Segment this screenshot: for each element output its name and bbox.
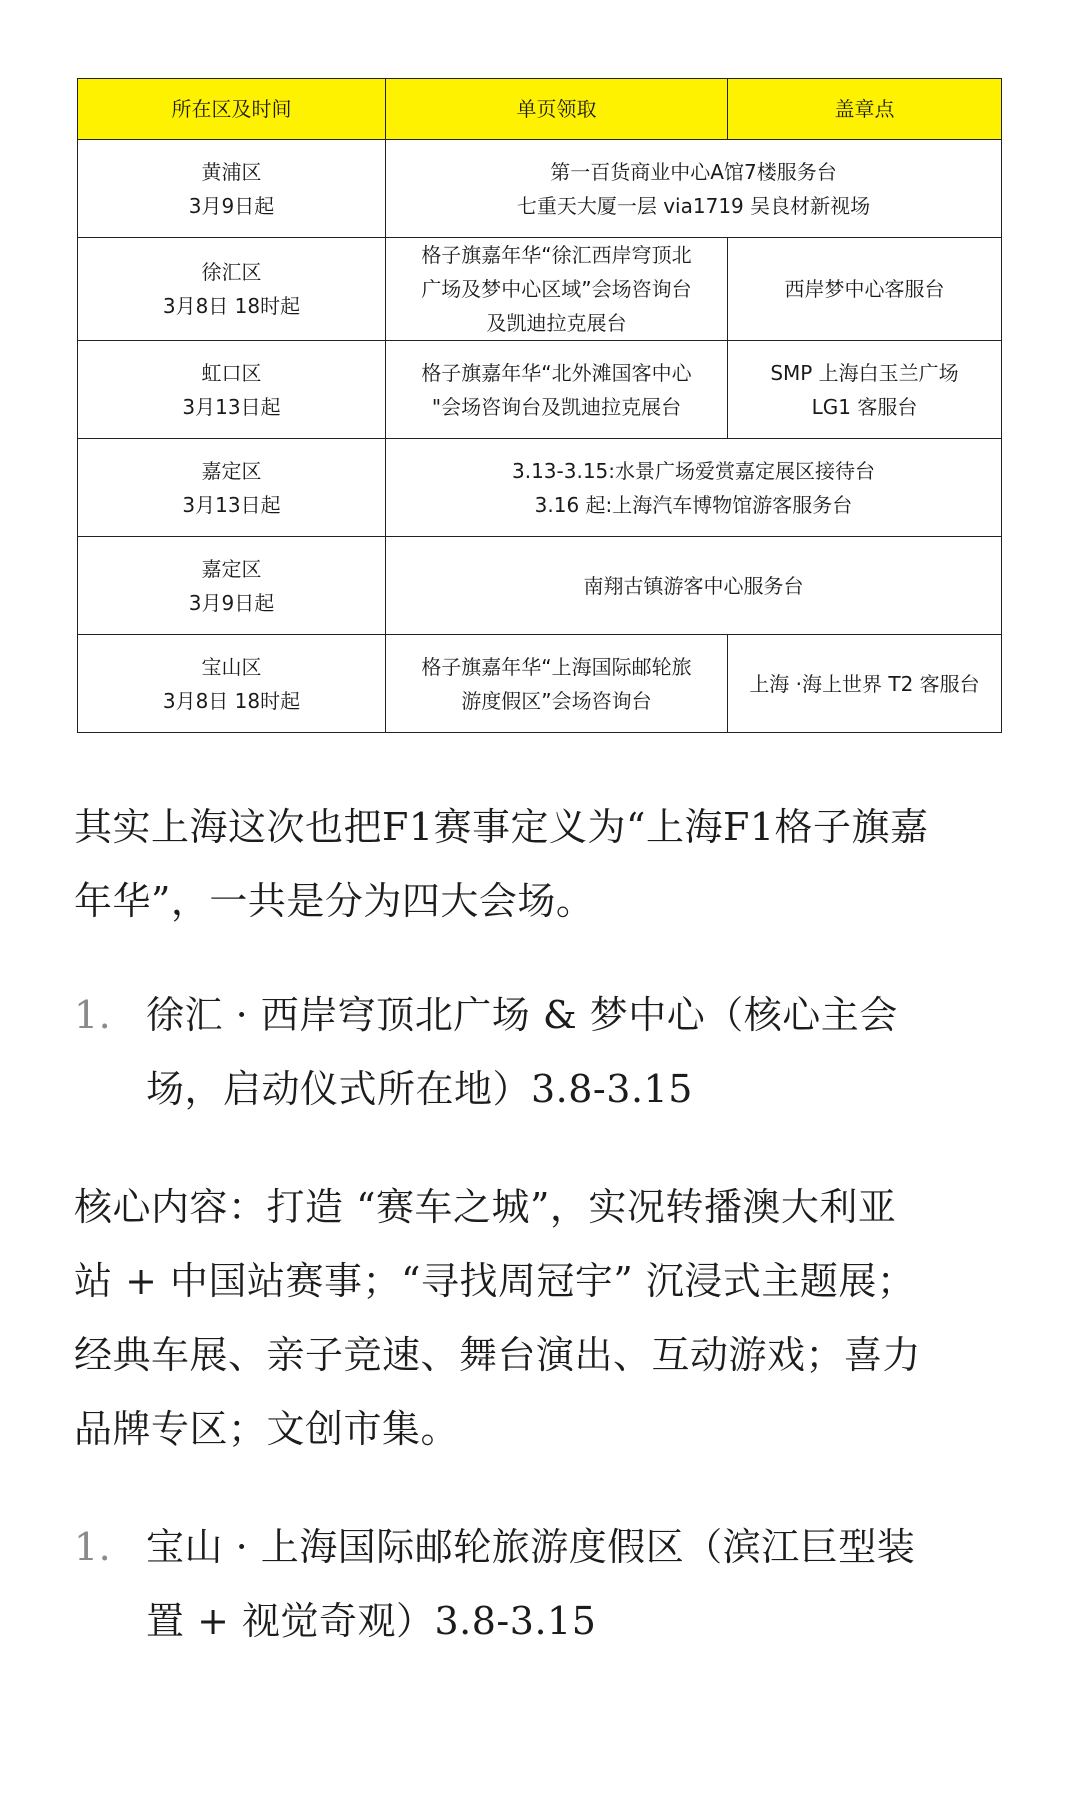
stamp-cell xyxy=(728,635,1002,733)
intro-paragraph xyxy=(74,790,1014,938)
core-line: 经典车展、亲子竞速、舞台演出、互动游戏；喜力 xyxy=(74,1333,922,1377)
pickup-stamp-merged-cell xyxy=(386,140,1002,238)
intro-line: 年华”，一共是分为四大会场。 xyxy=(74,879,595,923)
stamp-line: 西岸梦中心客服台 xyxy=(784,277,945,301)
header-stamp: 盖章点 xyxy=(728,79,1002,140)
start-time: 3月8日 18时起 xyxy=(162,294,301,318)
pickup-line: 七重天大厦一层 via1719 吴良材新视场 xyxy=(516,193,871,218)
table-row xyxy=(78,140,1002,238)
pickup-line: 游度假区”会场咨询台 xyxy=(461,688,652,713)
table-row xyxy=(78,635,1002,733)
pickup-line: 及凯迪拉克展台 xyxy=(486,311,627,335)
district-time-cell xyxy=(78,341,386,439)
pickup-line: 格子旗嘉年华“徐汇西岸穹顶北 xyxy=(421,243,692,267)
stamp-cell xyxy=(728,238,1002,341)
pickup-cell xyxy=(386,635,728,733)
district-name: 嘉定区 xyxy=(201,458,262,483)
pickup-line: 格子旗嘉年华“上海国际邮轮旅 xyxy=(421,654,692,679)
stamp-line: 上海 ·海上世界 T2 客服台 xyxy=(749,671,980,696)
core-line: 站 + 中国站赛事；“寻找周冠宇” 沉浸式主题展； xyxy=(74,1259,916,1303)
district-name: 虹口区 xyxy=(201,360,262,385)
table-header-row xyxy=(78,79,1002,140)
district-name: 嘉定区 xyxy=(201,556,262,581)
district-time-cell xyxy=(78,140,386,238)
table-row xyxy=(78,537,1002,635)
venue-line: 徐汇 · 西岸穹顶北广场 & 梦中心（核心主会 xyxy=(146,993,898,1037)
pickup-stamp-table xyxy=(77,78,1002,733)
pickup-line: "会场咨询台及凯迪拉克展台 xyxy=(431,394,682,419)
district-time-cell xyxy=(78,537,386,635)
core-line: 品牌专区；文创市集。 xyxy=(74,1407,460,1451)
venue-line: 场，启动仪式所在地）3.8-3.15 xyxy=(146,1067,693,1111)
pickup-stamp-merged-cell xyxy=(386,537,1002,635)
venue-list-item xyxy=(74,1510,1014,1658)
pickup-line: 广场及梦中心区域”会场咨询台 xyxy=(421,277,692,301)
district-name: 徐汇区 xyxy=(201,260,262,284)
venue-list-item xyxy=(74,978,1014,1126)
start-time: 3月9日起 xyxy=(188,590,275,615)
stamp-cell xyxy=(728,341,1002,439)
venue-line: 置 + 视觉奇观）3.8-3.15 xyxy=(146,1599,597,1643)
article-body xyxy=(74,790,1014,1658)
venue-line: 宝山 · 上海国际邮轮旅游度假区（滨江巨型装 xyxy=(146,1525,916,1569)
table-row xyxy=(78,341,1002,439)
header-pickup: 单页领取 xyxy=(386,79,728,140)
core-content-paragraph xyxy=(74,1170,1014,1466)
pickup-cell xyxy=(386,238,728,341)
core-line: 核心内容：打造 “赛车之城”，实况转播澳大利亚 xyxy=(74,1185,897,1229)
table-row xyxy=(78,238,1002,341)
header-district-time: 所在区及时间 xyxy=(78,79,386,140)
district-time-cell xyxy=(78,238,386,341)
stamp-line: LG1 客服台 xyxy=(811,394,918,419)
table-body xyxy=(78,79,1002,733)
list-number: 1. xyxy=(74,1525,112,1569)
pickup-line: 3.13-3.15:水景广场爱赏嘉定展区接待台 xyxy=(511,458,876,483)
start-time: 3月9日起 xyxy=(188,193,275,218)
pickup-stamp-merged-cell xyxy=(386,439,1002,537)
pickup-line: 南翔古镇游客中心服务台 xyxy=(583,573,804,598)
start-time: 3月13日起 xyxy=(182,394,281,419)
pickup-line: 第一百货商业中心A馆7楼服务台 xyxy=(550,159,837,184)
table-row xyxy=(78,439,1002,537)
district-time-cell xyxy=(78,635,386,733)
pickup-cell xyxy=(386,341,728,439)
pickup-line: 3.16 起:上海汽车博物馆游客服务台 xyxy=(534,492,853,517)
intro-line: 其实上海这次也把F1赛事定义为“上海F1格子旗嘉 xyxy=(74,805,929,849)
district-time-cell xyxy=(78,439,386,537)
district-name: 黄浦区 xyxy=(201,159,262,184)
start-time: 3月13日起 xyxy=(182,492,281,517)
stamp-line: SMP 上海白玉兰广场 xyxy=(770,360,959,385)
list-number: 1. xyxy=(74,993,112,1037)
district-name: 宝山区 xyxy=(201,654,262,679)
start-time: 3月8日 18时起 xyxy=(162,688,301,713)
pickup-line: 格子旗嘉年华“北外滩国客中心 xyxy=(421,360,692,385)
